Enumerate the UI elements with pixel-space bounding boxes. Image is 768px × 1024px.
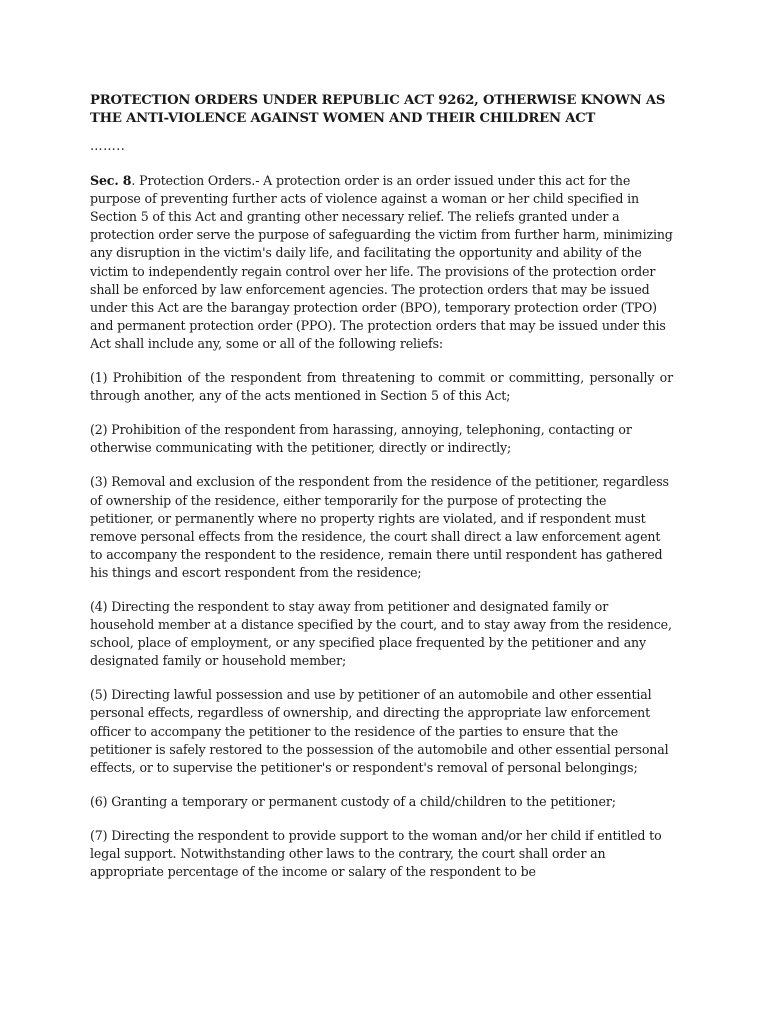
section-text: . Protection Orders.- A protection order is an order issued under this act for the purpose of preventing further acts of violence against a woman or her child specified in Section 5 of this Act and granting other necessary relief. The reliefs granted under a protection order serve the purpose of safeguarding the victim from further harm, minimizing any disruption in the victim's daily life, and facilitating the opportunity and ability of the victim to independently regain control over her life. The provisions of the protection order shall be enforced by law enforcement agencies. The protection orders that may be issued under this Act are the barangay protection order (BPO), temporary protection order (TPO) and permanent protection order (PPO). The protection orders that may be issued under this Act shall include any, some or all of the following reliefs: (90, 173, 673, 351)
relief-item-7: (7) Directing the respondent to provide support to the woman and/or her child if entitled to legal support. Notwithstanding other laws to the contrary, the court shall order an appropriate percentage of the income or salary of the respondent to be (90, 827, 662, 880)
relief-item-3: (3) Removal and exclusion of the respondent from the residence of the petitioner, regardless of ownership of the residence, either temporarily for the purpose of protecting the petitioner, or permanently where no property rights are violated, and if respondent must remove personal effects from the residence, the court shall direct a law enforcement agent to accompany the respondent to the residence, remain there until respondent has gathered his things and escort respondent from the residence; (90, 474, 669, 580)
relief-item-4: (4) Directing the respondent to stay away from petitioner and designated family or household member at a distance specified by the court, and to stay away from the residence, school, place of employment, or any specified place frequented by the petitioner and any designated family or household member; (90, 598, 672, 669)
section-label: Sec. 8 (90, 173, 132, 189)
relief-item-5: (5) Directing lawful possession and use by petitioner of an automobile and other essential personal effects, regardless of ownership, and directing the appropriate law enforcement officer to accompany the petitioner to the residence of the parties to ensure that the petitioner is safely restored to the possession of the automobile and other essential personal effects, or to supervise the petitioner's or respondent's removal of personal belongings; (90, 687, 669, 775)
relief-item-6: (6) Granting a temporary or permanent custody of a child/children to the petitioner; (90, 793, 616, 809)
relief-item-2: (2) Prohibition of the respondent from harassing, annoying, telephoning, contacting or otherwise communicating with the petitioner, directly or indirectly; (90, 422, 632, 456)
ellipsis-separator: …….. (90, 138, 126, 153)
document-page (90, 92, 673, 897)
document-title: PROTECTION ORDERS UNDER REPUBLIC ACT 9262, OTHERWISE KNOWN AS THE ANTI-VIOLENCE AGAINST WOMEN AND THEIR CHILDREN ACT (90, 93, 666, 126)
relief-item-1: (1) Prohibition of the respondent from threatening to commit or committing, personally or through another, any of the acts mentioned in Section 5 of this Act; (90, 370, 673, 404)
section-8-paragraph (90, 172, 673, 353)
